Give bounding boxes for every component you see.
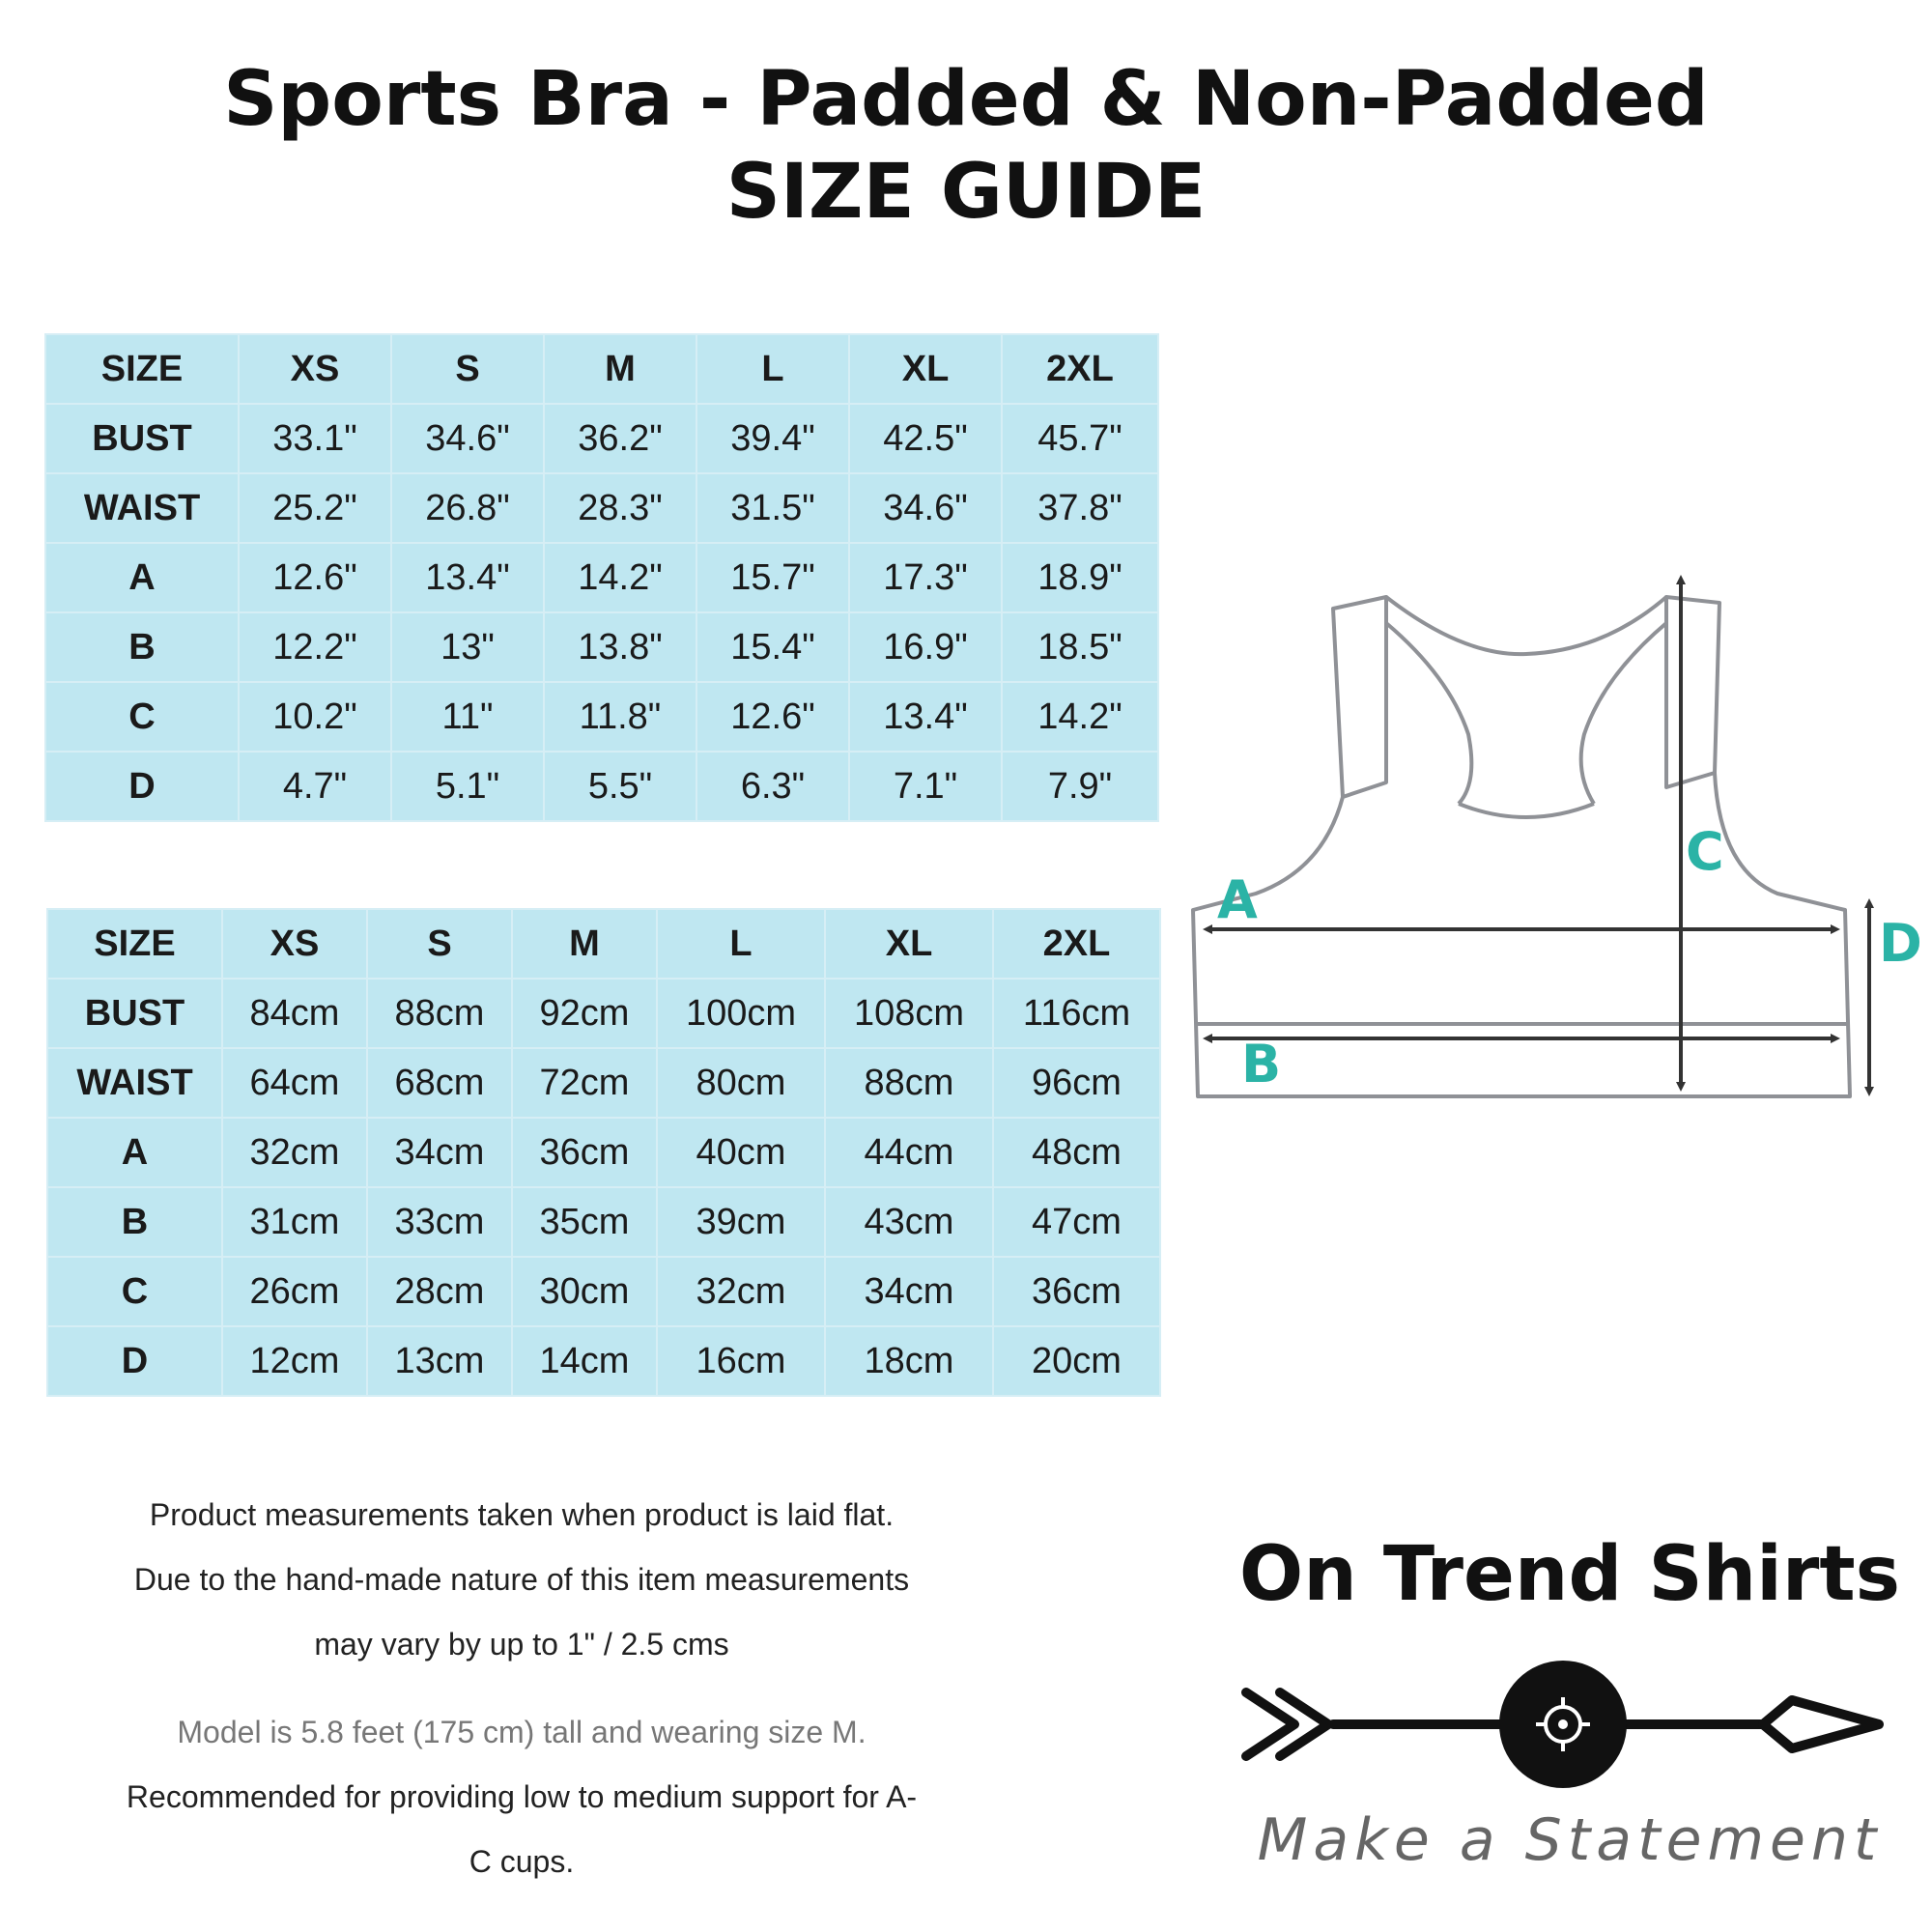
header-cell: XS [222,909,367,979]
table-cell: 16.9" [849,612,1002,682]
table-cell: 96cm [993,1048,1160,1118]
table-cell: 30cm [512,1257,657,1326]
brand-name: On Trend Shirts [1238,1531,1901,1618]
table-cell: 36.2" [544,404,696,473]
table-cell: 12.6" [239,543,391,612]
header-cell: L [657,909,825,979]
row-label: B [47,1187,222,1257]
header-cell: L [696,334,849,404]
table-cell: 16cm [657,1326,825,1396]
table-cell: 4.7" [239,752,391,821]
label-c: C [1686,821,1724,882]
arrowhead [1763,1700,1879,1748]
table-cell: 10.2" [239,682,391,752]
row-label: D [45,752,239,821]
table-cell: 39.4" [696,404,849,473]
row-label: A [47,1118,222,1187]
table-cell: 26cm [222,1257,367,1326]
table-cell: 18.5" [1002,612,1158,682]
table-cell: 12.6" [696,682,849,752]
header-cell: XL [825,909,993,979]
header-cell: S [367,909,512,979]
table-cell: 6.3" [696,752,849,821]
table-cell: 88cm [367,979,512,1048]
label-b: B [1241,1034,1282,1094]
table-cell: 33cm [367,1187,512,1257]
table-row [47,1048,1160,1118]
measurement-arrows [1208,580,1869,1092]
table-cell: 88cm [825,1048,993,1118]
table-header-row [47,909,1160,979]
table-cell: 39cm [657,1187,825,1257]
table-header-row [45,334,1158,404]
table-cell: 28.3" [544,473,696,543]
row-label: WAIST [47,1048,222,1118]
row-label: BUST [45,404,239,473]
header-cell: S [391,334,544,404]
size-table-inches [44,333,1159,822]
table-row [47,1257,1160,1326]
table-cell: 43cm [825,1187,993,1257]
table-cell: 42.5" [849,404,1002,473]
table-cell: 31cm [222,1187,367,1257]
table-cell: 11" [391,682,544,752]
table-row [47,1326,1160,1396]
table-cell: 36cm [512,1118,657,1187]
table-cell: 37.8" [1002,473,1158,543]
table-cell: 15.7" [696,543,849,612]
title-line-1: Sports Bra - Padded & Non-Padded [223,56,1709,143]
table-cell: 11.8" [544,682,696,752]
table-cell: 34cm [825,1257,993,1326]
support-note-line: Recommended for providing low to medium support for A- [126,1779,918,1814]
note-line: Product measurements taken when product is laid flat. [149,1497,895,1532]
table-row [45,682,1158,752]
table-cell: 14.2" [1002,682,1158,752]
table-cell: 32cm [657,1257,825,1326]
label-a: A [1217,869,1258,930]
table-cell: 13.4" [391,543,544,612]
table-cell: 108cm [825,979,993,1048]
header-cell: SIZE [47,909,222,979]
header-cell: SIZE [45,334,239,404]
table-cell: 13" [391,612,544,682]
table-cell: 28cm [367,1257,512,1326]
table-cell: 25.2" [239,473,391,543]
table-cell: 84cm [222,979,367,1048]
table-cell: 92cm [512,979,657,1048]
table-cell: 13.4" [849,682,1002,752]
table-row [45,752,1158,821]
table-cell: 7.1" [849,752,1002,821]
table-cell: 36cm [993,1257,1160,1326]
table-cell: 13.8" [544,612,696,682]
header-cell: XS [239,334,391,404]
table-cell: 68cm [367,1048,512,1118]
table-cell: 116cm [993,979,1160,1048]
table-cell: 18.9" [1002,543,1158,612]
header-cell: M [512,909,657,979]
row-label: A [45,543,239,612]
model-notes [39,1700,1005,1894]
table-row [45,404,1158,473]
crosshair-target-icon [1499,1661,1627,1788]
table-cell: 100cm [657,979,825,1048]
page-title [0,53,1932,239]
table-row [47,1187,1160,1257]
note-line: may vary by up to 1" / 2.5 cms [314,1627,729,1662]
table-cell: 34.6" [391,404,544,473]
table-cell: 31.5" [696,473,849,543]
table-cell: 72cm [512,1048,657,1118]
title-line-2: SIZE GUIDE [725,149,1207,236]
table-cell: 45.7" [1002,404,1158,473]
table-row [47,979,1160,1048]
header-cell: M [544,334,696,404]
table-cell: 17.3" [849,543,1002,612]
measurement-notes [39,1483,1005,1677]
label-d: D [1879,913,1922,974]
table-cell: 5.1" [391,752,544,821]
table-cell: 34cm [367,1118,512,1187]
note-line: Due to the hand-made nature of this item measurements [133,1562,910,1597]
table-cell: 40cm [657,1118,825,1187]
table-cell: 44cm [825,1118,993,1187]
table-cell: 48cm [993,1118,1160,1187]
table-cell: 14.2" [544,543,696,612]
model-note: Model is 5.8 feet (175 cm) tall and wearing size M. [177,1715,867,1749]
sports-bra-measurement-diagram [1179,551,1932,1111]
table-cell: 33.1" [239,404,391,473]
table-cell: 35cm [512,1187,657,1257]
table-row [45,612,1158,682]
table-cell: 47cm [993,1187,1160,1257]
bra-outline [1193,597,1850,1096]
table-cell: 32cm [222,1118,367,1187]
table-row [45,473,1158,543]
row-label: BUST [47,979,222,1048]
table-cell: 14cm [512,1326,657,1396]
brand-tagline: Make a Statement [1257,1806,1883,1874]
table-cell: 15.4" [696,612,849,682]
table-cell: 18cm [825,1326,993,1396]
table-row [47,1118,1160,1187]
support-note-line: C cups. [469,1844,575,1879]
table-cell: 20cm [993,1326,1160,1396]
table-cell: 64cm [222,1048,367,1118]
table-cell: 7.9" [1002,752,1158,821]
brand-arrow-logo [1236,1652,1893,1797]
size-table-cm [46,908,1161,1397]
row-label: C [45,682,239,752]
table-cell: 12.2" [239,612,391,682]
table-row [45,543,1158,612]
table-cell: 34.6" [849,473,1002,543]
row-label: WAIST [45,473,239,543]
header-cell: XL [849,334,1002,404]
row-label: D [47,1326,222,1396]
table-cell: 26.8" [391,473,544,543]
table-cell: 12cm [222,1326,367,1396]
row-label: C [47,1257,222,1326]
table-cell: 80cm [657,1048,825,1118]
header-cell: 2XL [1002,334,1158,404]
table-cell: 13cm [367,1326,512,1396]
row-label: B [45,612,239,682]
table-cell: 5.5" [544,752,696,821]
header-cell: 2XL [993,909,1160,979]
